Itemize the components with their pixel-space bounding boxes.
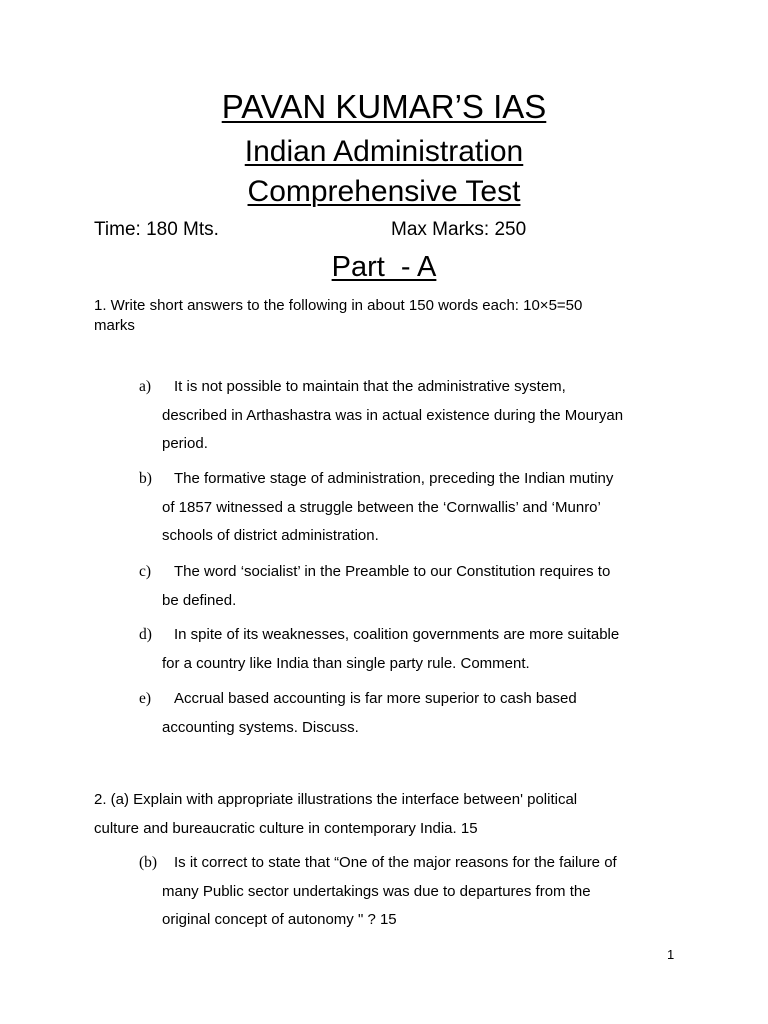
time-allowed: Time: 180 Mts. — [94, 219, 219, 240]
sub-question-d — [139, 621, 679, 678]
item-marker: a) — [139, 378, 152, 395]
institute-title: PAVAN KUMAR’S IAS — [221, 88, 547, 125]
item-text: The formative stage of administration, preceding the Indian mutiny — [174, 470, 614, 487]
item-text: The word ‘socialist’ in the Preamble to our Constitution requires to — [174, 563, 611, 580]
question-1-line: marks — [94, 317, 135, 334]
item-text: described in Arthashastra was in actual existence during the Mouryan — [162, 406, 624, 424]
part-heading: Part - A — [331, 251, 437, 283]
question-2a — [94, 786, 684, 843]
item-text: be defined. — [162, 591, 237, 609]
subject-title: Indian Administration — [244, 135, 524, 168]
test-title: Comprehensive Test — [247, 175, 521, 208]
item-text: It is not possible to maintain that the administrative system, — [174, 378, 566, 395]
item-text: for a country like India than single party rule. Comment. — [162, 654, 530, 672]
item-text: Accrual based accounting is far more superior to cash based — [174, 690, 577, 707]
item-text: many Public sector undertakings was due to departures from the — [162, 882, 591, 900]
item-text: Is it correct to state that “One of the major reasons for the failure of — [174, 854, 617, 871]
question-1-line: 1. Write short answers to the following in about 150 words each: 10×5=50 — [94, 297, 583, 314]
sub-question-e — [139, 685, 679, 742]
sub-question-b — [139, 465, 679, 551]
question-2a-line: 2. (a) Explain with appropriate illustrations the interface between' political — [94, 791, 578, 808]
max-marks: Max Marks: 250 — [391, 219, 527, 240]
item-text: accounting systems. Discuss. — [162, 718, 359, 736]
item-text: original concept of autonomy " ? 15 — [162, 911, 397, 928]
item-text: of 1857 witnessed a struggle between the ‘Cornwallis’ and ‘Munro’ — [162, 498, 601, 516]
item-text: period. — [162, 435, 208, 452]
item-text: In spite of its weaknesses, coalition governments are more suitable — [174, 626, 620, 643]
item-marker: c) — [139, 563, 152, 580]
page-number: 1 — [667, 947, 675, 962]
question-1-instruction — [94, 296, 684, 336]
question-2a-line: culture and bureaucratic culture in contemporary India. 15 — [94, 819, 478, 837]
sub-question-a — [139, 373, 679, 459]
item-marker: b) — [139, 470, 152, 487]
sub-question-c — [139, 558, 679, 615]
item-marker: (b) — [139, 854, 158, 871]
item-marker: d) — [139, 626, 152, 643]
item-text: schools of district administration. — [162, 527, 379, 544]
item-marker: e) — [139, 690, 152, 707]
question-2b — [139, 849, 679, 935]
